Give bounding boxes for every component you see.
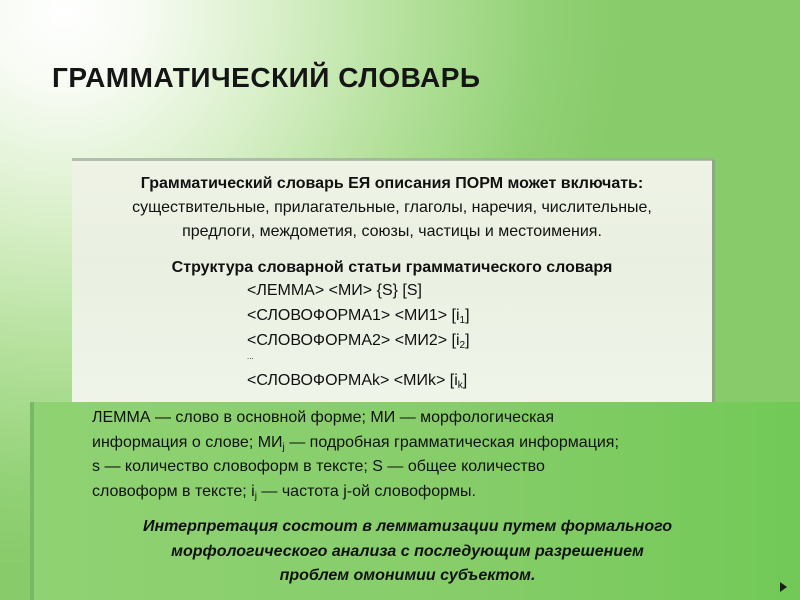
intro-paragraph [72,172,712,244]
wordform-k-end: ] [462,372,468,389]
lower-panel-shadow [30,402,34,600]
structure-line-wordform-k [247,372,467,390]
next-slide-arrow-icon[interactable] [780,582,787,592]
structure-heading: Структура словарной статьи грамматического словаря [171,259,613,276]
structure-line-wordform-2 [247,332,470,350]
interpretation-line-3: проблем омонимии субъектом. [279,567,536,584]
structure-ellipsis: ... [247,352,254,361]
structure-line-lemma: <ЛЕММА> <МИ> {S} [S] [247,282,422,299]
wordform-2-sub: 2 [459,340,466,351]
intro-line-3: предлоги, междометия, союзы, частицы и местоимения. [182,223,602,240]
definitions-line-2b: — подробная грамматическая информация; [284,433,619,451]
content-panel-shadow-right [712,160,715,402]
wordform-k-sub: k [457,380,463,391]
wordform-1-text: <СЛОВОФОРМА1> <МИ1> [i [247,307,460,324]
structure-line-wordform-1 [247,307,470,325]
wordform-1-sub: 1 [459,315,466,326]
wordform-2-end: ] [465,332,470,349]
definitions-line-4a: словоформ в тексте; i [92,482,255,500]
definitions-line-2 [92,431,782,456]
definitions-line-4-sub: j [254,490,257,502]
intro-bold-text: Грамматический словарь ЕЯ описания ПОРМ может включать: [140,175,644,192]
definitions-line-3: s — количество словоформ в тексте; S — общее количество [92,458,545,475]
definitions-line-2a: информация о слове; МИ [92,433,283,451]
definitions-paragraph [92,406,782,504]
definitions-line-4b: — частота j-ой словоформы. [256,482,476,500]
content-panel-shadow-top [72,158,714,161]
definitions-line-4 [92,480,782,505]
intro-line-2: существительные, прилагательные, глаголы, наречия, числительные, [132,199,652,216]
interpretation-line-1: Интерпретация состоит в лемматизации путем формального [142,518,672,535]
definitions-line-2-sub: j [282,441,285,453]
interpretation-line-2: морфологического анализа с последующим разрешением [171,542,644,560]
interpretation-paragraph [50,515,765,589]
wordform-1-end: ] [465,307,470,324]
definitions-line-1: ЛЕММА — слово в основной форме; МИ — морфологическая [92,409,554,426]
slide-title: ГРАММАТИЧЕСКИЙ СЛОВАРЬ [52,62,481,93]
wordform-k-text: <СЛОВОФОРМАk> <МИk> [i [247,372,458,389]
wordform-2-text: <СЛОВОФОРМА2> <МИ2> [i [247,332,460,349]
